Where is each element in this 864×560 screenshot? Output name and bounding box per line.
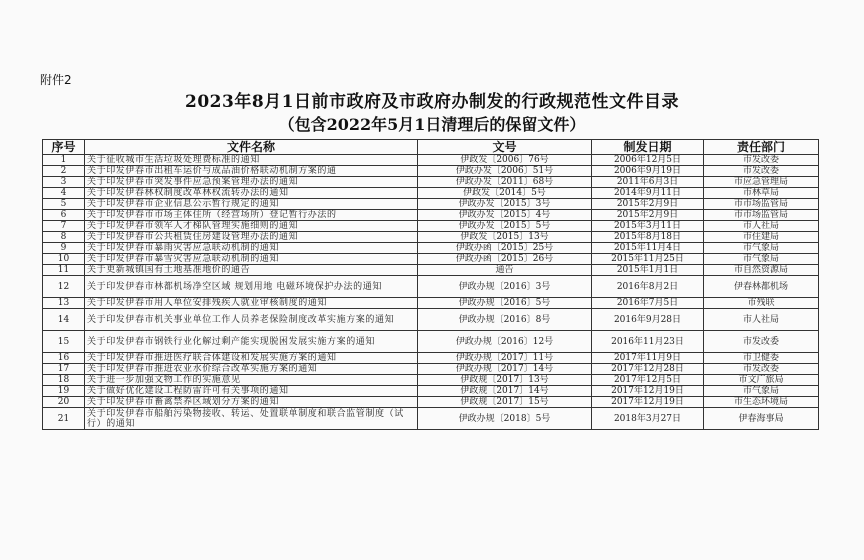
cell-name: 关于印发伊春市暴雪灾害应急联动机制的通知 <box>85 254 418 265</box>
cell-doc-number: 伊政规〔2017〕14号 <box>418 386 592 397</box>
cell-name: 关于更新城镇国有土地基准地价的通告 <box>85 265 418 276</box>
cell-name: 关于印发伊春市企业信息公示暂行规定的通知 <box>85 199 418 210</box>
document-subtitle: （包含2022年5月1日清理后的保留文件） <box>278 115 586 134</box>
cell-name: 关于印发伊春市林都机场净空区域 规划用地 电磁环境保护办法的通知 <box>85 276 418 298</box>
cell-doc-number: 伊政办发〔2015〕3号 <box>418 199 592 210</box>
cell-department: 市卫健委 <box>704 353 819 364</box>
cell-number: 17 <box>43 364 85 375</box>
cell-department: 市市场监管局 <box>704 199 819 210</box>
cell-doc-number: 伊政办规〔2016〕5号 <box>418 298 592 309</box>
cell-department: 市市场监管局 <box>704 210 819 221</box>
table-row <box>43 265 819 276</box>
cell-doc-number: 伊政办规〔2016〕12号 <box>418 331 592 353</box>
table-row <box>43 155 819 166</box>
cell-number: 12 <box>43 276 85 298</box>
cell-number: 3 <box>43 177 85 188</box>
header-cell-name: 文件名称 <box>85 140 418 155</box>
table-row <box>43 408 819 430</box>
document-table <box>42 139 819 430</box>
cell-department: 市残联 <box>704 298 819 309</box>
cell-number: 6 <box>43 210 85 221</box>
cell-department: 市发改委 <box>704 166 819 177</box>
header-cell-department: 责任部门 <box>704 140 819 155</box>
cell-department: 市住建局 <box>704 232 819 243</box>
cell-number: 7 <box>43 221 85 232</box>
cell-date: 2016年9月28日 <box>592 309 704 331</box>
cell-date: 2015年1月1日 <box>592 265 704 276</box>
header-cell-doc-number: 文号 <box>418 140 592 155</box>
cell-name: 关于印发伊春林权制度改革林权流转办法的通知 <box>85 188 418 199</box>
cell-date: 2017年12月19日 <box>592 397 704 408</box>
table-row <box>43 232 819 243</box>
cell-name: 关于印发伊春市领军人才梯队管理实施细则的通知 <box>85 221 418 232</box>
cell-name: 关于征收城市生活垃圾处理费标准的通知 <box>85 155 418 166</box>
cell-name: 关于印发伊春市暴雨灾害应急联动机制的通知 <box>85 243 418 254</box>
cell-name: 关于印发伊春市推进医疗联合体建设和发展实施方案的通知 <box>85 353 418 364</box>
cell-date: 2017年12月28日 <box>592 364 704 375</box>
cell-date: 2017年12月5日 <box>592 375 704 386</box>
table-row <box>43 243 819 254</box>
cell-name: 关于做好优化建设工程防雷许可有关事项的通知 <box>85 386 418 397</box>
table-row <box>43 210 819 221</box>
cell-number: 9 <box>43 243 85 254</box>
cell-doc-number: 伊政规〔2017〕13号 <box>418 375 592 386</box>
table-row <box>43 353 819 364</box>
cell-department: 市气象局 <box>704 254 819 265</box>
table-row <box>43 364 819 375</box>
cell-date: 2015年2月9日 <box>592 210 704 221</box>
table-row <box>43 298 819 309</box>
cell-name: 关于进一步加强文物工作的实施意见 <box>85 375 418 386</box>
table-row <box>43 397 819 408</box>
header-cell-number: 序号 <box>43 140 85 155</box>
table-row <box>43 331 819 353</box>
cell-name: 关于印发伊春市机关事业单位工作人员养老保险制度改革实施方案的通知 <box>85 309 418 331</box>
cell-doc-number: 伊政办发〔2006〕51号 <box>418 166 592 177</box>
cell-doc-number: 伊政办发〔2015〕5号 <box>418 221 592 232</box>
cell-name: 关于印发伊春市用人单位安排残疾人就业审核制度的通知 <box>85 298 418 309</box>
cell-name: 关于印发伊春市市场主体住所（经营场所）登记暂行办法的 <box>85 210 418 221</box>
cell-date: 2015年11月25日 <box>592 254 704 265</box>
cell-doc-number: 伊政发〔2014〕5号 <box>418 188 592 199</box>
cell-number: 16 <box>43 353 85 364</box>
cell-number: 15 <box>43 331 85 353</box>
cell-date: 2015年8月18日 <box>592 232 704 243</box>
table-row <box>43 386 819 397</box>
cell-date: 2006年9月19日 <box>592 166 704 177</box>
cell-name: 关于印发伊春市公共租赁住房建设管理办法的通知 <box>85 232 418 243</box>
cell-department: 市气象局 <box>704 243 819 254</box>
cell-department: 市人社局 <box>704 221 819 232</box>
table-row <box>43 177 819 188</box>
cell-doc-number: 伊政办发〔2011〕68号 <box>418 177 592 188</box>
cell-doc-number: 伊政办函〔2015〕26号 <box>418 254 592 265</box>
cell-name: 关于印发伊春市突发事件应急预案管理办法的通知 <box>85 177 418 188</box>
table-row <box>43 254 819 265</box>
cell-doc-number: 伊政办规〔2018〕5号 <box>418 408 592 430</box>
cell-department: 伊春林都机场 <box>704 276 819 298</box>
table-row <box>43 188 819 199</box>
cell-number: 10 <box>43 254 85 265</box>
cell-doc-number: 伊政办函〔2015〕25号 <box>418 243 592 254</box>
cell-date: 2016年7月5日 <box>592 298 704 309</box>
cell-number: 2 <box>43 166 85 177</box>
table-row <box>43 309 819 331</box>
cell-number: 11 <box>43 265 85 276</box>
cell-number: 5 <box>43 199 85 210</box>
cell-date: 2015年3月11日 <box>592 221 704 232</box>
cell-number: 20 <box>43 397 85 408</box>
table-row <box>43 166 819 177</box>
cell-department: 市人社局 <box>704 309 819 331</box>
table-row <box>43 199 819 210</box>
cell-date: 2017年12月19日 <box>592 386 704 397</box>
cell-doc-number: 伊政办规〔2016〕3号 <box>418 276 592 298</box>
cell-department: 市发改委 <box>704 155 819 166</box>
cell-name: 关于印发伊春市推进农业水价综合改革实施方案的通知 <box>85 364 418 375</box>
cell-date: 2018年3月27日 <box>592 408 704 430</box>
cell-number: 14 <box>43 309 85 331</box>
table-row <box>43 276 819 298</box>
cell-department: 市应急管理局 <box>704 177 819 188</box>
cell-date: 2016年8月2日 <box>592 276 704 298</box>
table-header-row <box>43 140 819 155</box>
cell-department: 市自然资源局 <box>704 265 819 276</box>
cell-date: 2015年11月4日 <box>592 243 704 254</box>
cell-number: 19 <box>43 386 85 397</box>
cell-department: 市气象局 <box>704 386 819 397</box>
document-title: 2023年8月1日前市政府及市政府办制发的行政规范性文件目录 <box>185 92 679 112</box>
header-cell-date: 制发日期 <box>592 140 704 155</box>
cell-name: 关于印发伊春市钢铁行业化解过剩产能实现脱困发展实施方案的通知 <box>85 331 418 353</box>
cell-doc-number: 伊政办规〔2016〕8号 <box>418 309 592 331</box>
cell-date: 2006年12月5日 <box>592 155 704 166</box>
cell-number: 21 <box>43 408 85 430</box>
table-row <box>43 221 819 232</box>
cell-date: 2016年11月23日 <box>592 331 704 353</box>
cell-doc-number: 伊政规〔2017〕15号 <box>418 397 592 408</box>
cell-department: 市文广旅局 <box>704 375 819 386</box>
cell-name: 关于印发伊春市畜禽禁养区域划分方案的通知 <box>85 397 418 408</box>
cell-doc-number: 伊政发〔2015〕13号 <box>418 232 592 243</box>
cell-name: 关于印发伊春市船舶污染物接收、转运、处置联单制度和联合监管制度（试行）的通知 <box>85 408 418 430</box>
annex-label: 附件2 <box>40 73 72 87</box>
cell-doc-number: 伊政办规〔2017〕14号 <box>418 364 592 375</box>
cell-doc-number: 通告 <box>418 265 592 276</box>
table-row <box>43 375 819 386</box>
cell-number: 13 <box>43 298 85 309</box>
cell-date: 2017年11月9日 <box>592 353 704 364</box>
cell-number: 4 <box>43 188 85 199</box>
cell-date: 2011年6月3日 <box>592 177 704 188</box>
cell-number: 18 <box>43 375 85 386</box>
cell-department: 市生态环境局 <box>704 397 819 408</box>
cell-doc-number: 伊政办规〔2017〕11号 <box>418 353 592 364</box>
cell-name: 关于印发伊春市出租车运价与成品油价格联动机制方案的通 <box>85 166 418 177</box>
cell-department: 市发改委 <box>704 331 819 353</box>
cell-doc-number: 伊政发〔2006〕76号 <box>418 155 592 166</box>
cell-number: 8 <box>43 232 85 243</box>
cell-department: 市发改委 <box>704 364 819 375</box>
cell-date: 2015年2月9日 <box>592 199 704 210</box>
cell-date: 2014年9月11日 <box>592 188 704 199</box>
cell-department: 市林草局 <box>704 188 819 199</box>
cell-number: 1 <box>43 155 85 166</box>
cell-doc-number: 伊政办发〔2015〕4号 <box>418 210 592 221</box>
cell-department: 伊春海事局 <box>704 408 819 430</box>
